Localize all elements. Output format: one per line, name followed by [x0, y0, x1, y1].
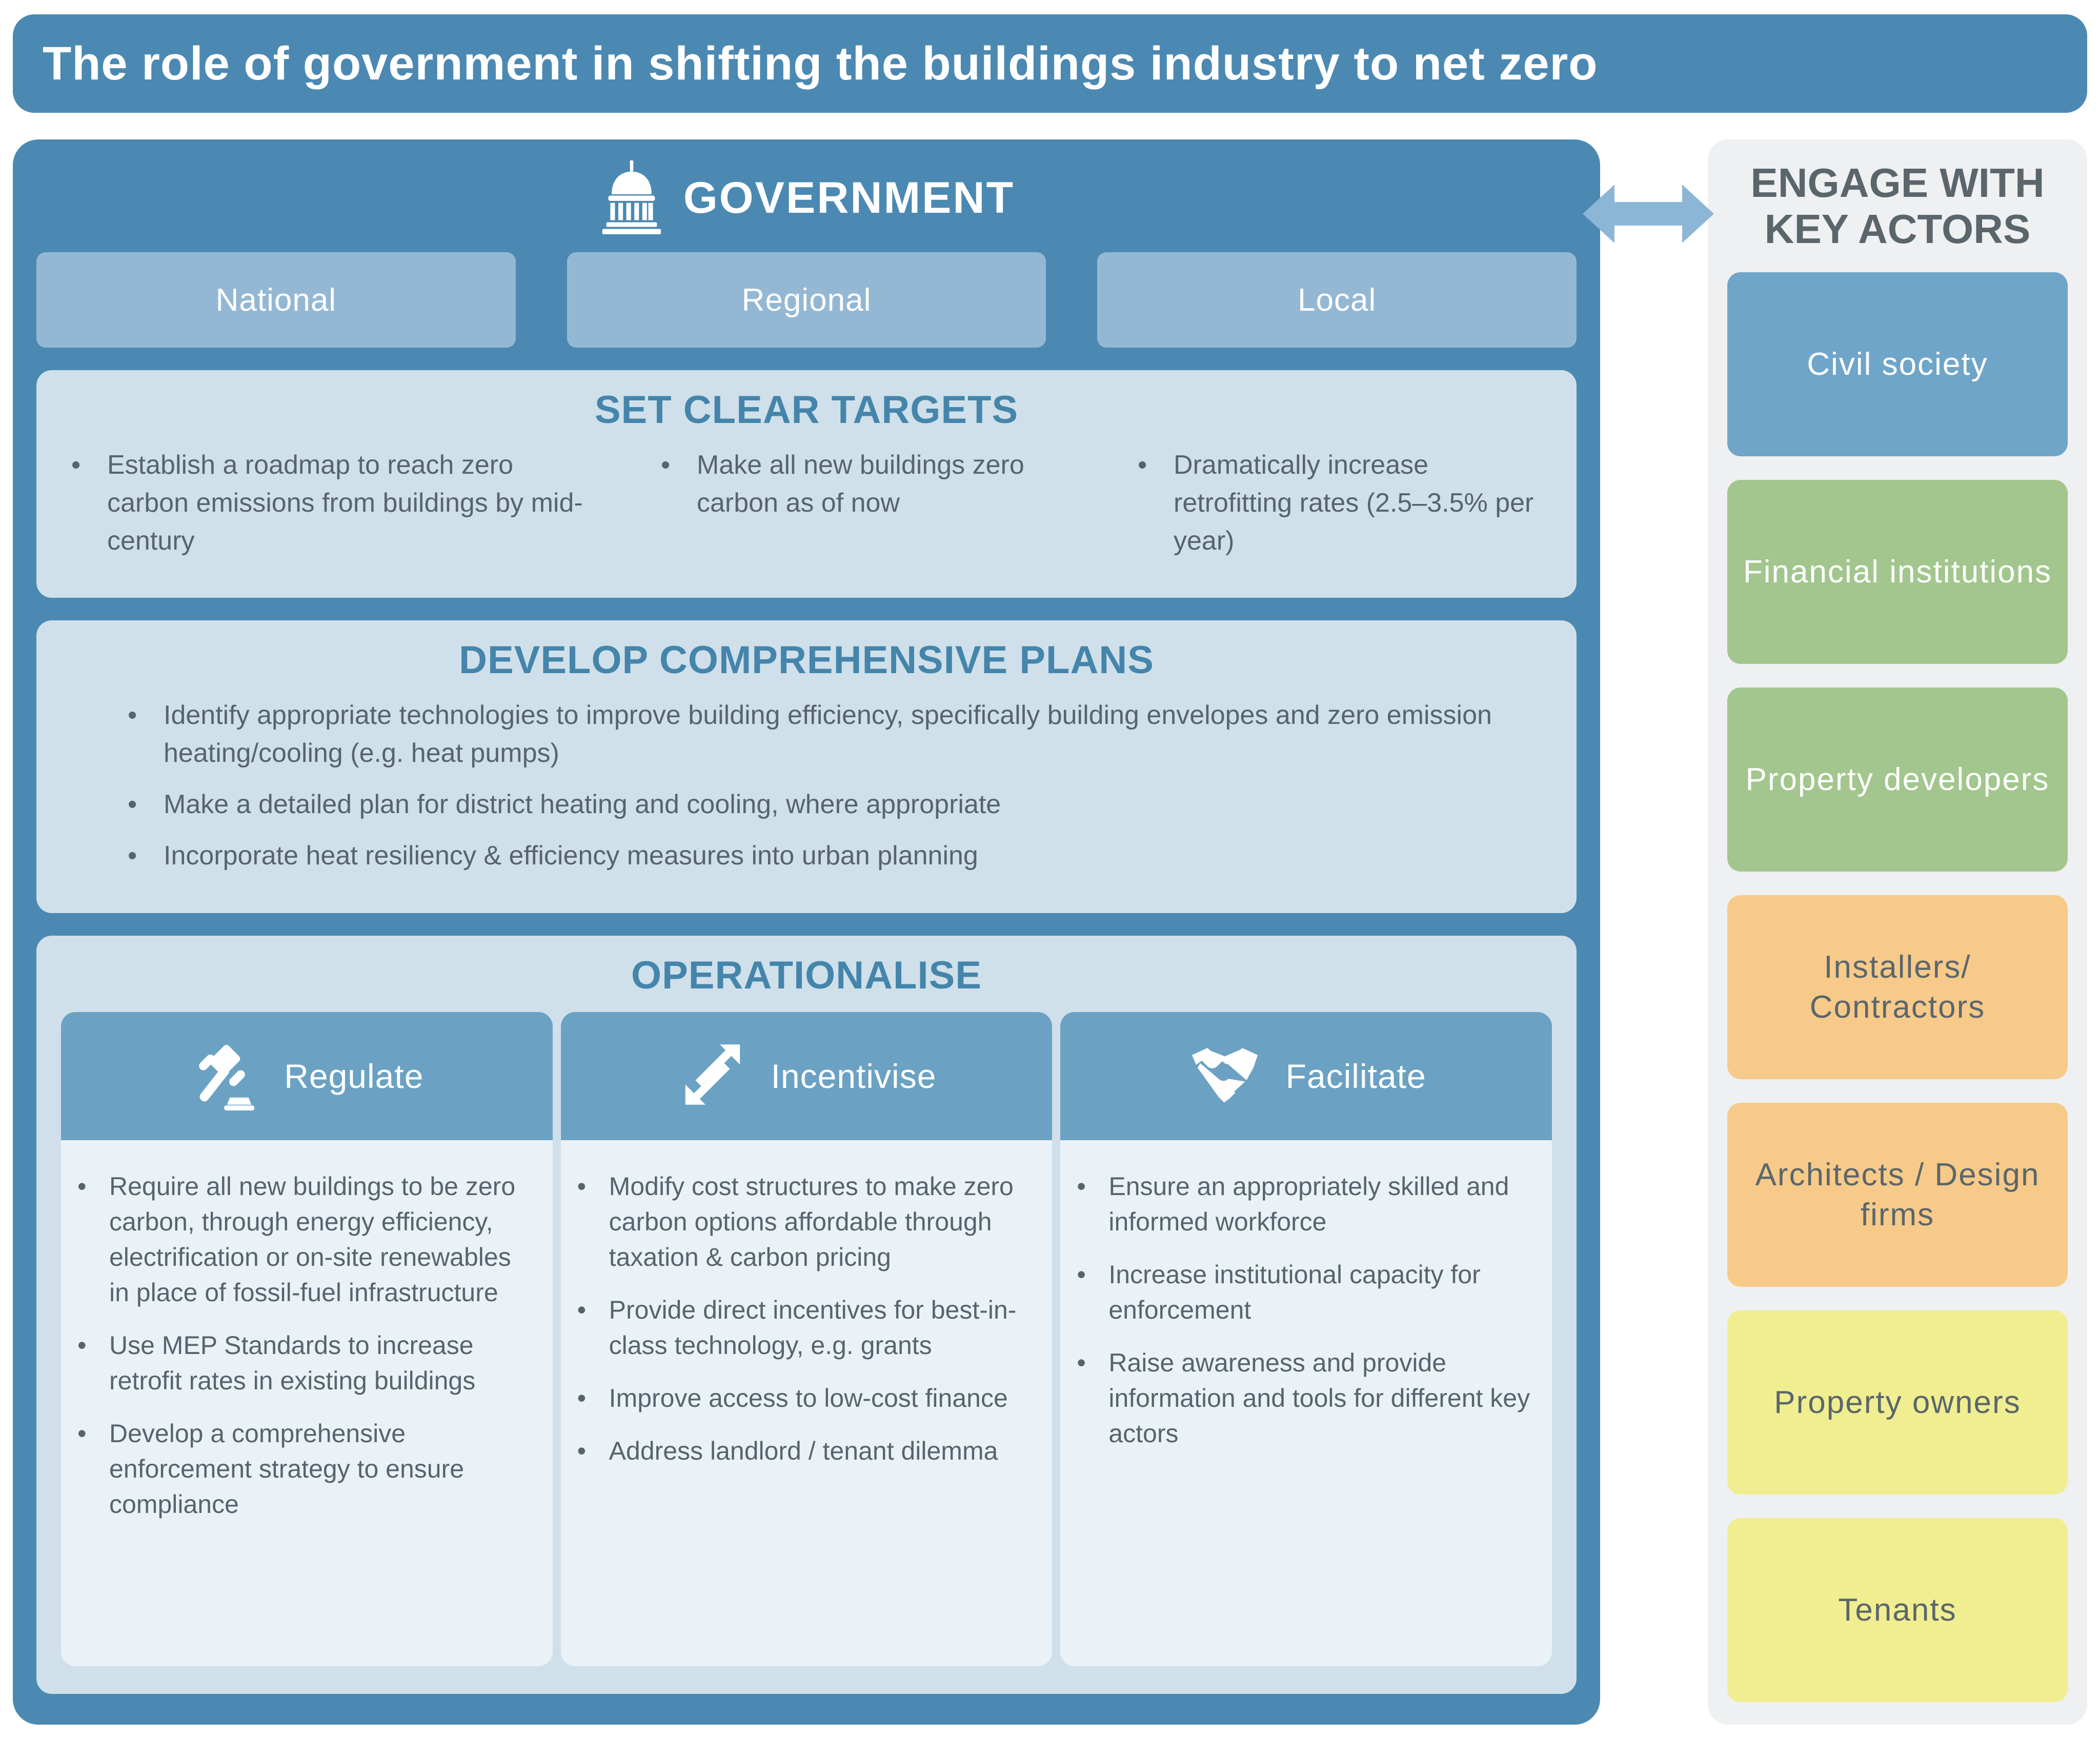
regulate-bullets: [73, 1169, 537, 1522]
gavel-icon: [190, 1039, 261, 1113]
column-facilitate-body: [1060, 1140, 1552, 1666]
bullet-item: • Use MEP Standards to increase retrofit rates in existing buildings: [73, 1328, 537, 1399]
actor-installers-contractors: Installers/ Contractors: [1727, 895, 2068, 1079]
bullet-item: • Establish a roadmap to reach zero carbon emissions from buildings by mid-century: [67, 447, 600, 560]
level-button-local: Local: [1097, 252, 1577, 348]
targets-col-3: [1134, 447, 1546, 573]
section-heading: SET CLEAR TARGETS: [594, 388, 1019, 432]
column-incentivise-body: [561, 1140, 1053, 1666]
bullet-item: • Modify cost structures to make zero carbon options affordable through taxation & carbon pricing: [573, 1169, 1037, 1275]
government-header: [36, 157, 1577, 239]
bullet-item: • Increase institutional capacity for enforcement: [1073, 1257, 1537, 1328]
bullet-item: • Raise awareness and provide information and tools for different key actors: [1073, 1345, 1537, 1451]
facilitate-bullets: [1073, 1169, 1537, 1451]
column-facilitate-header: [1060, 1012, 1552, 1140]
key-actors-heading: ENGAGE WITH KEY ACTORS: [1750, 160, 2045, 252]
column-regulate: [61, 1012, 553, 1666]
handshake-icon: [1186, 1039, 1263, 1113]
section-develop-plans: [36, 620, 1577, 913]
title-bar: [13, 14, 2087, 113]
column-facilitate: [1060, 1012, 1552, 1666]
bullet-item: • Provide direct incentives for best-in-class technology, e.g. grants: [573, 1292, 1037, 1363]
actor-civil-society: Civil society: [1727, 272, 2068, 456]
bullet-item: • Address landlord / tenant dilemma: [573, 1433, 1037, 1469]
government-label: GOVERNMENT: [683, 173, 1015, 223]
government-panel: [13, 139, 1600, 1725]
government-levels: [36, 252, 1577, 348]
page-title: The role of government in shifting the buildings industry to net zero: [43, 37, 1598, 90]
column-incentivise-header: [561, 1012, 1053, 1140]
double-arrow-icon: [1581, 180, 1716, 247]
bullet-item: • Improve access to low-cost finance: [573, 1381, 1037, 1416]
bullet-item: • Make a detailed plan for district heating and cooling, where appropriate: [124, 786, 1541, 824]
capitol-icon: [598, 159, 665, 236]
bullet-item: • Identify appropriate technologies to improve building efficiency, specifically building envelopes and zero emission heating/cooling (e.g. heat pumps): [124, 697, 1541, 773]
column-label: Incentivise: [771, 1057, 937, 1095]
content-row: [13, 139, 2087, 1725]
column-label: Regulate: [284, 1057, 424, 1095]
bullet-item: • Ensure an appropriately skilled and informed workforce: [1073, 1169, 1537, 1240]
actor-architects-design-firms: Architects / Design firms: [1727, 1103, 2068, 1287]
bullet-item: • Make all new buildings zero carbon as of now: [657, 447, 1077, 522]
section-heading: DEVELOP COMPREHENSIVE PLANS: [459, 638, 1154, 682]
key-actors-list: [1727, 272, 2068, 1702]
section-operationalise: [36, 936, 1577, 1694]
bullet-item: • Develop a comprehensive enforcement strategy to ensure compliance: [73, 1416, 537, 1522]
column-regulate-body: [61, 1140, 553, 1666]
targets-columns: [67, 447, 1546, 573]
plans-bullets: [67, 697, 1546, 875]
section-set-clear-targets: [36, 370, 1577, 598]
column-regulate-header: [61, 1012, 553, 1140]
key-actors-panel: [1708, 139, 2087, 1725]
actor-financial-institutions: Financial institutions: [1727, 480, 2068, 664]
actor-tenants: Tenants: [1727, 1518, 2068, 1702]
operationalise-columns: [61, 1012, 1552, 1666]
section-heading: OPERATIONALISE: [631, 953, 982, 997]
level-button-regional: Regional: [567, 252, 1046, 348]
bullet-item: • Incorporate heat resiliency & efficiency measures into urban planning: [124, 837, 1541, 875]
bullet-item: • Dramatically increase retrofitting rates (2.5–3.5% per year): [1134, 447, 1546, 560]
actor-property-owners: Property owners: [1727, 1310, 2068, 1494]
column-label: Facilitate: [1285, 1057, 1426, 1095]
incentivise-bullets: [573, 1169, 1037, 1469]
targets-col-2: [657, 447, 1077, 573]
column-incentivise: [561, 1012, 1053, 1666]
bullet-item: • Require all new buildings to be zero carbon, through energy efficiency, electrification or on-site renewables in place of fossil-fuel infrastructure: [73, 1169, 537, 1310]
level-button-national: National: [36, 252, 516, 348]
diagonal-arrows-icon: [677, 1039, 749, 1113]
actor-property-developers: Property developers: [1727, 688, 2068, 872]
targets-col-1: [67, 447, 600, 573]
